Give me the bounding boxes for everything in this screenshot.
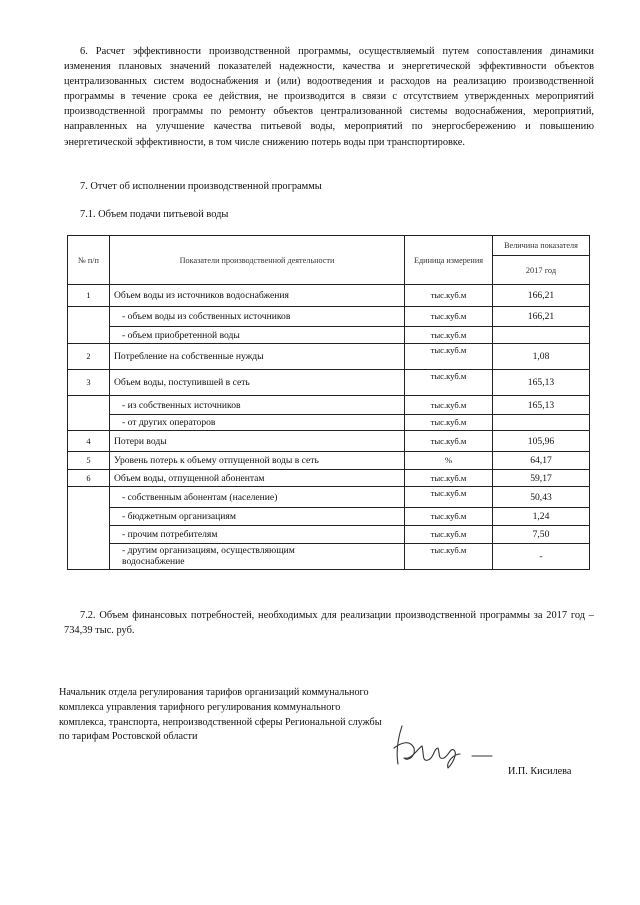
row-value: 165,13 <box>493 370 590 396</box>
table-row <box>68 307 590 327</box>
table-row <box>68 508 590 526</box>
row-unit: тыс.куб.м <box>405 415 493 431</box>
row-label: Объем воды, отпущенной абонентам <box>110 470 405 487</box>
row-label: Объем воды из источников водоснабжения <box>110 285 405 307</box>
header-num: № п/п <box>68 236 110 285</box>
row-label: Потребление на собственные нужды <box>110 344 405 370</box>
row-unit: тыс.куб.м <box>405 470 493 487</box>
row-value: 1,08 <box>493 344 590 370</box>
row-label: - другим организациям, осуществляющим водоснабжение <box>110 544 405 570</box>
section-heading-7: 7. Отчет об исполнении производственной программы <box>80 181 322 192</box>
handwritten-signature <box>388 718 498 774</box>
table-row <box>68 431 590 452</box>
row-unit: тыс.куб.м <box>405 487 493 508</box>
row-unit: тыс.куб.м <box>405 307 493 327</box>
table-row <box>68 526 590 544</box>
table-row <box>68 285 590 307</box>
row-unit: тыс.куб.м <box>405 344 493 370</box>
row-label: - объем приобретенной воды <box>110 327 405 344</box>
row-value: 166,21 <box>493 307 590 327</box>
row-unit: тыс.куб.м <box>405 396 493 415</box>
row-value: 64,17 <box>493 452 590 470</box>
row-label: Потери воды <box>110 431 405 452</box>
row-num: 1 <box>68 285 110 307</box>
row-value <box>493 415 590 431</box>
row-label: Объем воды, поступившей в сеть <box>110 370 405 396</box>
row-num <box>68 396 110 431</box>
row-label: Уровень потерь к объему отпущенной воды в сеть <box>110 452 405 470</box>
table-row <box>68 487 590 508</box>
table-row <box>68 452 590 470</box>
row-label: - прочим потребителям <box>110 526 405 544</box>
row-unit: тыс.куб.м <box>405 508 493 526</box>
header-value: Величина показателя <box>493 236 590 256</box>
row-value: - <box>493 544 590 570</box>
table-row <box>68 544 590 570</box>
water-supply-table <box>67 235 590 570</box>
row-value: 165,13 <box>493 396 590 415</box>
row-label: - от других операторов <box>110 415 405 431</box>
row-value: 105,96 <box>493 431 590 452</box>
row-label: - бюджетным организациям <box>110 508 405 526</box>
row-value: 7,50 <box>493 526 590 544</box>
table-row <box>68 327 590 344</box>
row-num <box>68 307 110 344</box>
row-unit: тыс.куб.м <box>405 526 493 544</box>
paragraph-7-2: 7.2. Объем финансовых потребностей, необходимых для реализации производственной программы за 2017 год – 734,39 тыс. руб. <box>64 610 594 637</box>
signer-name: И.П. Кисилева <box>508 766 572 778</box>
row-value: 166,21 <box>493 285 590 307</box>
row-num: 6 <box>68 470 110 487</box>
row-value: 50,43 <box>493 487 590 508</box>
row-unit: тыс.куб.м <box>405 370 493 396</box>
header-unit: Единица измерения <box>405 236 493 285</box>
row-num: 2 <box>68 344 110 370</box>
table-row <box>68 370 590 396</box>
header-indicator: Показатели производственной деятельности <box>110 236 405 285</box>
header-year: 2017 год <box>493 256 590 285</box>
table-row <box>68 415 590 431</box>
row-value <box>493 327 590 344</box>
row-num: 4 <box>68 431 110 452</box>
signatory-position: Начальник отдела регулирования тарифов организаций коммунального комплекса управления тарифного регулирования коммунального комплекса, транспорта, непроизводственной сферы Региональной службы по тарифам Ростовской области <box>59 687 382 743</box>
row-label: - собственным абонентам (население) <box>110 487 405 508</box>
table-row <box>68 396 590 415</box>
row-num: 5 <box>68 452 110 470</box>
table-row <box>68 470 590 487</box>
paragraph-6: 6. Расчет эффективности производственной программы, осуществляемый путем сопоставления динамики изменения плановых значений показателей надежности, качества и энергетической эффективности объектов централизованных систем водоснабжения и (или) водоотведения и расходов на реализацию производственной программы в течение срока ее действия, не производится в связи с отсутствием утвержденных мероприятий производственной программы по ремонту объектов централизованной системы водоснабжения, мероприятий, направленных на улучшение качества питьевой воды, мероприятий по энергосбережению и повышению энергетической эффективности, в том числе снижению потерь воды при транспортировке. <box>64 46 594 148</box>
section-heading-7-1: 7.1. Объем подачи питьевой воды <box>80 209 229 220</box>
row-unit: тыс.куб.м <box>405 327 493 344</box>
row-num <box>68 487 110 570</box>
row-num: 3 <box>68 370 110 396</box>
row-unit: тыс.куб.м <box>405 431 493 452</box>
row-label: - объем воды из собственных источников <box>110 307 405 327</box>
table-row <box>68 344 590 370</box>
row-label: - из собственных источников <box>110 396 405 415</box>
row-value: 59,17 <box>493 470 590 487</box>
row-value: 1,24 <box>493 508 590 526</box>
row-unit: тыс.куб.м <box>405 285 493 307</box>
row-unit: тыс.куб.м <box>405 544 493 570</box>
row-unit: % <box>405 452 493 470</box>
